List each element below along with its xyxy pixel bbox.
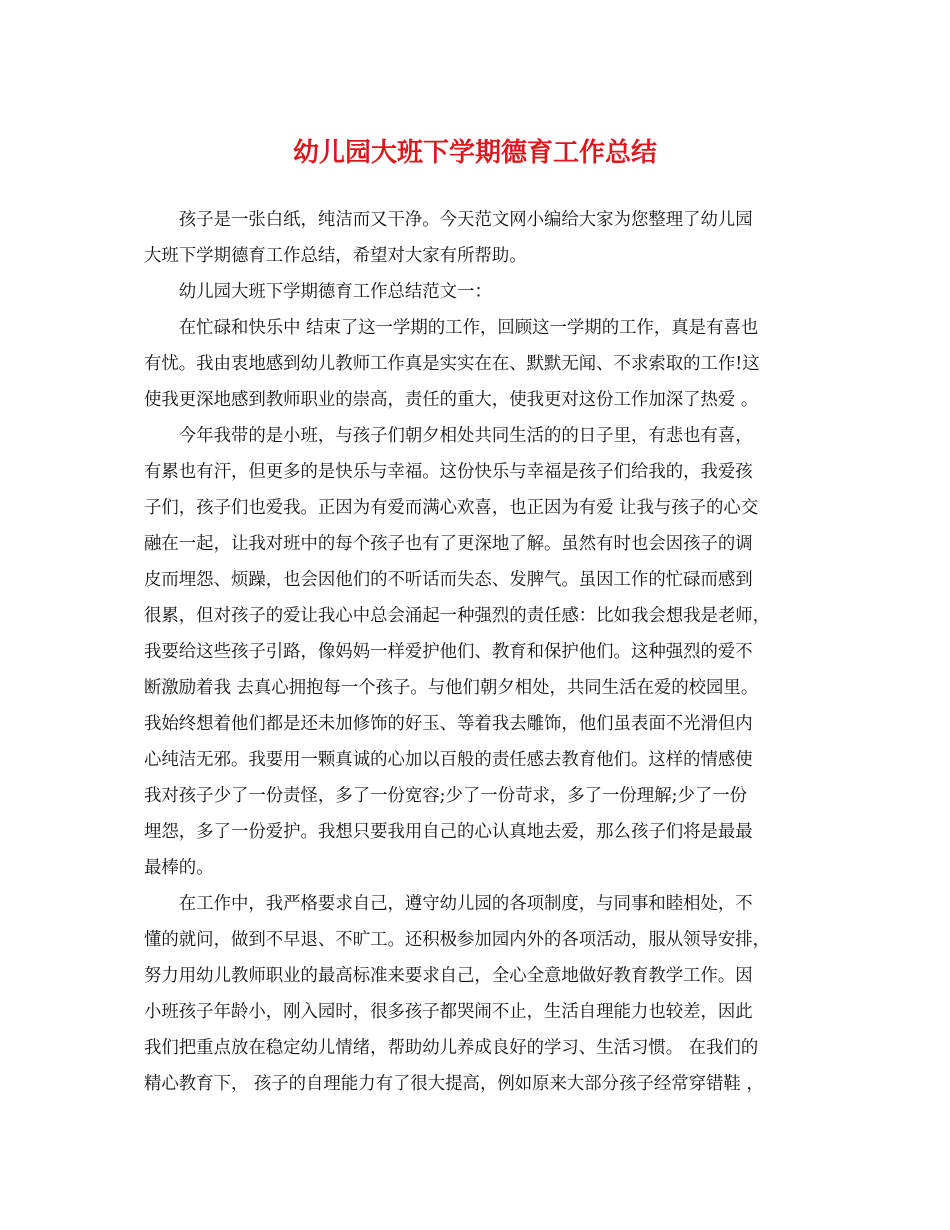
paragraph-2: [144, 418, 804, 886]
text-line: 断激励着我 去真心拥抱每一个孩子。与他们朝夕相处，共同生活在爱的校园里。: [144, 678, 759, 698]
text-line: 我们把重点放在稳定幼儿情绪，帮助幼儿养成良好的学习、生活习惯。 在我们的: [144, 1038, 759, 1058]
text-line: 很累，但对孩子的爱让我心中总会涌起一种强烈的责任感：比如我会想我是老师，: [144, 606, 771, 626]
text-line: 我要给这些孩子引路，像妈妈一样爱护他们、教育和保护他们。这种强烈的爱不: [144, 642, 753, 662]
paragraph-subtitle: [144, 274, 804, 310]
text-line: 我始终想着他们都是还未加修饰的好玉、等着我去雕饰，他们虽表面不光滑但内: [144, 714, 753, 734]
text-line: 皮而埋怨、烦躁，也会因他们的不听话而失态、发脾气。虽因工作的忙碌而感到: [144, 570, 753, 590]
text-line: 在忙碌和快乐中 结束了这一学期的工作，回顾这一学期的工作，真是有喜也: [178, 318, 759, 338]
text-line: 孩子是一张白纸，纯洁而又干净。今天范文网小编给大家为您整理了幼儿园: [178, 210, 753, 230]
text-line: 努力用幼儿教师职业的最高标准来要求自己，全心全意地做好教育教学工作。因: [144, 966, 753, 986]
text-line: 我对孩子少了一份责怪，多了一份宽容;少了一份苛求，多了一份理解;少了一份: [144, 786, 748, 806]
document-title: 幼儿园大班下学期德育工作总结: [292, 138, 657, 168]
document-body: [144, 202, 804, 1102]
text-line: 在工作中，我严格要求自己，遵守幼儿园的各项制度，与同事和睦相处，不: [178, 894, 753, 914]
text-line: 最棒的。: [144, 858, 214, 878]
text-line: 懂的就问，做到不早退、不旷工。还积极参加园内外的各项活动，服从领导安排，: [144, 930, 771, 950]
text-line: 子们，孩子们也爱我。正因为有爱而满心欢喜，也正因为有爱 让我与孩子的心交: [144, 498, 759, 518]
text-line: 大班下学期德育工作总结，希望对大家有所帮助。: [144, 246, 527, 266]
text-line: 精心教育下， 孩子的自理能力有了很大提高，例如原来大部分孩子经常穿错鞋 ，: [144, 1074, 764, 1094]
text-line: 有累也有汗，但更多的是快乐与幸福。这份快乐与幸福是孩子们给我的，我爱孩: [144, 462, 753, 482]
paragraph-intro: [144, 202, 804, 274]
paragraph-3: [144, 886, 804, 1102]
text-line: 有忧。我由衷地感到幼儿教师工作真是实实在在、默默无闻、不求索取的工作!这: [144, 354, 760, 374]
text-line: 使我更深地感到教师职业的崇高，责任的重大，使我更对这份工作加深了热爱 。: [144, 390, 759, 410]
text-line: 心纯洁无邪。我要用一颗真诚的心加以百般的责任感去教育他们。这样的情感使: [144, 750, 753, 770]
text-line: 幼儿园大班下学期德育工作总结范文一：: [178, 282, 492, 302]
text-line: 埋怨，多了一份爱护。我想只要我用自己的心认真地去爱，那么孩子们将是最最: [144, 822, 753, 842]
text-line: 小班孩子年龄小，刚入园时，很多孩子都哭闹不止，生活自理能力也较差，因此: [144, 1002, 753, 1022]
text-line: 今年我带的是小班，与孩子们朝夕相处共同生活的的日子里，有悲也有喜，: [178, 426, 753, 446]
paragraph-1: [144, 310, 804, 418]
text-line: 融在一起，让我对班中的每个孩子也有了更深地了解。虽然有时也会因孩子的调: [144, 534, 753, 554]
